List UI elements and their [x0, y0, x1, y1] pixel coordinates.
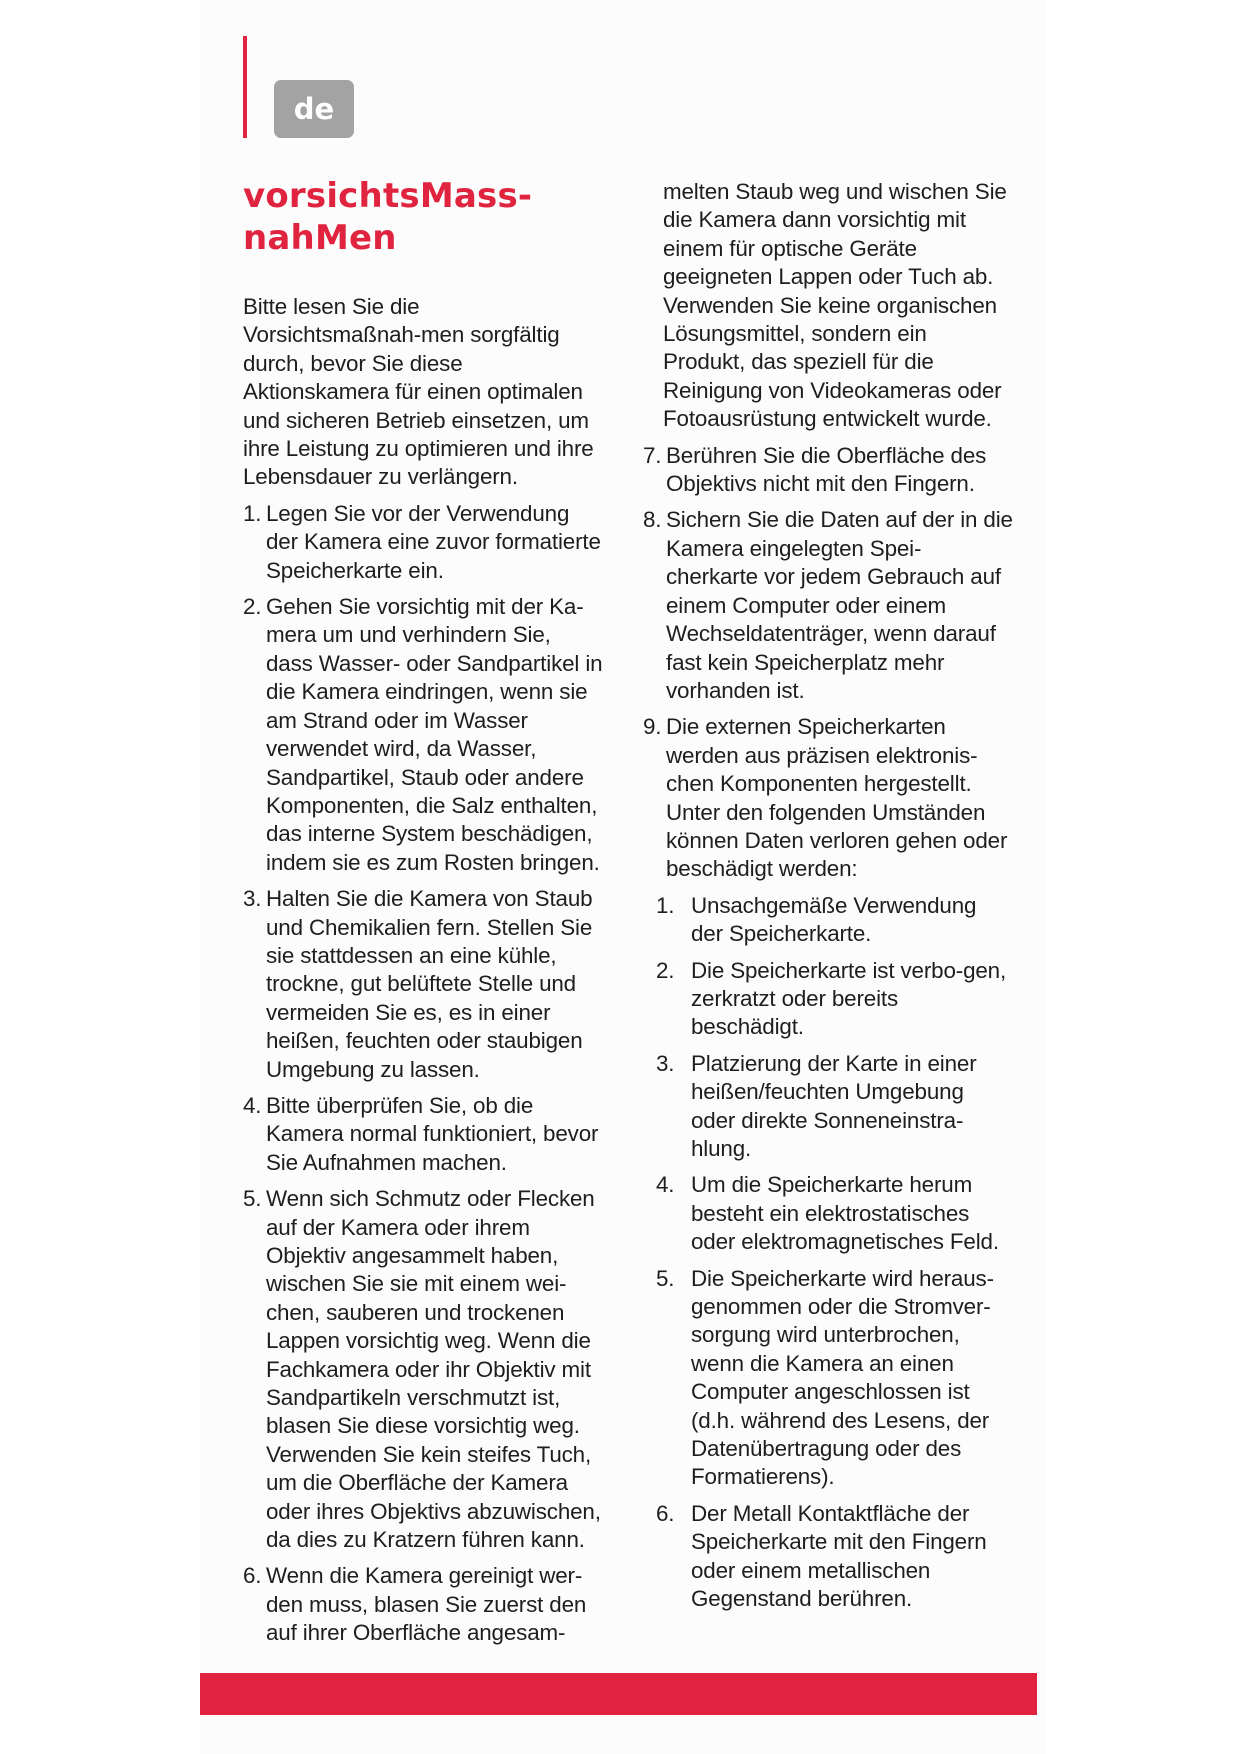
language-badge: de — [274, 80, 354, 138]
sublist-item — [656, 1500, 1013, 1614]
subitem-text: Die Speicherkarte wird heraus-genommen oder die Stromver-sorgung wird unterbrochen, wenn die Kamera an einen Computer angeschlossen ist (d.h. während des Lesens, der Datenübertragung oder des Formatierens). — [691, 1265, 994, 1490]
item-number: 5. — [243, 1186, 262, 1212]
sublist-item — [656, 957, 1013, 1042]
list-item — [243, 1185, 603, 1554]
item-text: Sichern Sie die Daten auf der in die Kamera eingelegten Spei-cherkarte vor jedem Gebrauch auf einem Computer oder einem Wechseldatenträger, wenn darauf fast kein Speicherplatz mehr vorhanden ist. — [666, 507, 1013, 703]
page-title — [243, 175, 603, 259]
damage-conditions-sublist — [643, 892, 1013, 1614]
item-6-continuation: melten Staub weg und wischen Sie die Kamera dann vorsichtig mit einem für optische Geräte geeigneten Lappen oder Tuch ab. Verwenden Sie keine organischen Lösungsmittel, sondern ein Produkt, das speziell für die Reinigung von Videokameras oder Fotoausrüstung entwickelt wurde. — [663, 179, 1007, 432]
left-column — [243, 175, 603, 1656]
item-number: 4. — [243, 1092, 262, 1118]
list-item — [243, 593, 603, 877]
subitem-text: Der Metall Kontaktfläche der Speicherkarte mit den Fingern oder einem metallischen Gegenstand berühren. — [691, 1500, 987, 1612]
list-item — [243, 500, 603, 585]
subitem-number: 3. — [656, 1050, 675, 1076]
title-line-1: vorsichtsMass- — [243, 176, 533, 216]
subitem-number: 5. — [656, 1265, 675, 1291]
item-number: 8. — [643, 507, 662, 533]
sublist-item — [656, 1050, 1013, 1164]
subitem-number: 4. — [656, 1172, 675, 1198]
subitem-text: Unsachgemäße Verwendung der Speicherkarte. — [691, 892, 977, 947]
list-item — [243, 1562, 603, 1647]
item-text: Wenn die Kamera gereinigt wer-den muss, blasen Sie zuerst den auf ihrer Oberfläche angesam- — [266, 1563, 587, 1646]
precaution-list-right — [643, 442, 1013, 884]
subitem-text: Die Speicherkarte ist verbo-gen, zerkratzt oder bereits beschädigt. — [691, 957, 1007, 1040]
precaution-list-left — [243, 500, 603, 1648]
item-number: 2. — [243, 594, 262, 620]
subitem-number: 1. — [656, 892, 675, 918]
sublist-item — [656, 1265, 1013, 1492]
intro-paragraph: Bitte lesen Sie die Vorsichtsmaßnah-men sorgfältig durch, bevor Sie diese Aktionskamera für einen optimalen und sicheren Betrieb einsetzen, um ihre Leistung zu optimieren und ihre Lebensdauer zu verlängern. — [243, 294, 594, 490]
item-text: Gehen Sie vorsichtig mit der Ka-mera um und verhindern Sie, dass Wasser- oder Sandpartikel in die Kamera eindringen, wenn sie am Strand oder im Wasser verwendet wird, da Wasser, Sandpartikel, Staub oder andere Komponenten, die Salz enthalten, das interne System beschädigen, indem sie es zum Rosten bringen. — [266, 594, 603, 875]
item-text: Berühren Sie die Oberfläche des Objektivs nicht mit den Fingern. — [666, 442, 987, 497]
item-text: Wenn sich Schmutz oder Flecken auf der Kamera oder ihrem Objektiv angesammelt haben, wischen Sie sie mit einem wei-chen, sauberen und trockenen Lappen vorsichtig weg. Wenn die Fachkamera oder ihr Objektiv mit Sandpartikeln verschmutzt ist, blasen Sie diese vorsichtig weg. Verwenden Sie kein steifes Tuch, um die Oberfläche der Kamera oder ihres Objektivs abzuwischen, da dies zu Kratzern führen kann. — [266, 1186, 601, 1553]
footer-accent-bar — [200, 1673, 1037, 1715]
list-item — [243, 1092, 603, 1177]
list-item — [643, 506, 1013, 705]
item-number: 3. — [243, 886, 262, 912]
list-item — [243, 885, 603, 1084]
subitem-text: Platzierung der Karte in einer heißen/feuchten Umgebung oder direkte Sonneneinstra-hlung. — [691, 1050, 977, 1161]
item-text: Halten Sie die Kamera von Staub und Chemikalien fern. Stellen Sie sie stattdessen an eine kühle, trockne, gut belüftete Stelle und vermeiden Sie es, es in einer heißen, feuchten oder staubigen Umgebung zu lassen. — [266, 886, 593, 1082]
item-number: 7. — [643, 442, 662, 468]
item-number: 9. — [643, 714, 662, 740]
item-number: 6. — [243, 1563, 262, 1589]
list-item — [643, 442, 1013, 499]
sublist-item — [656, 892, 1013, 949]
item-text: Bitte überprüfen Sie, ob die Kamera normal funktioniert, bevor Sie Aufnahmen machen. — [266, 1092, 599, 1175]
item-text: Die externen Speicherkarten werden aus präzisen elektronis-chen Komponenten hergestellt. Unter den folgenden Umständen können Daten verloren gehen oder beschädigt werden: — [666, 714, 1008, 882]
item-text: Legen Sie vor der Verwendung der Kamera eine zuvor formatierte Speicherkarte ein. — [266, 500, 601, 583]
item-number: 1. — [243, 500, 262, 526]
right-column — [643, 178, 1013, 1622]
list-item — [643, 713, 1013, 883]
header-accent-rule — [243, 36, 247, 138]
sublist-item — [656, 1171, 1013, 1256]
subitem-text: Um die Speicherkarte herum besteht ein elektrostatisches oder elektromagnetisches Feld. — [691, 1172, 999, 1255]
subitem-number: 6. — [656, 1500, 675, 1526]
subitem-number: 2. — [656, 957, 675, 983]
title-line-2: nahMen — [243, 218, 397, 258]
